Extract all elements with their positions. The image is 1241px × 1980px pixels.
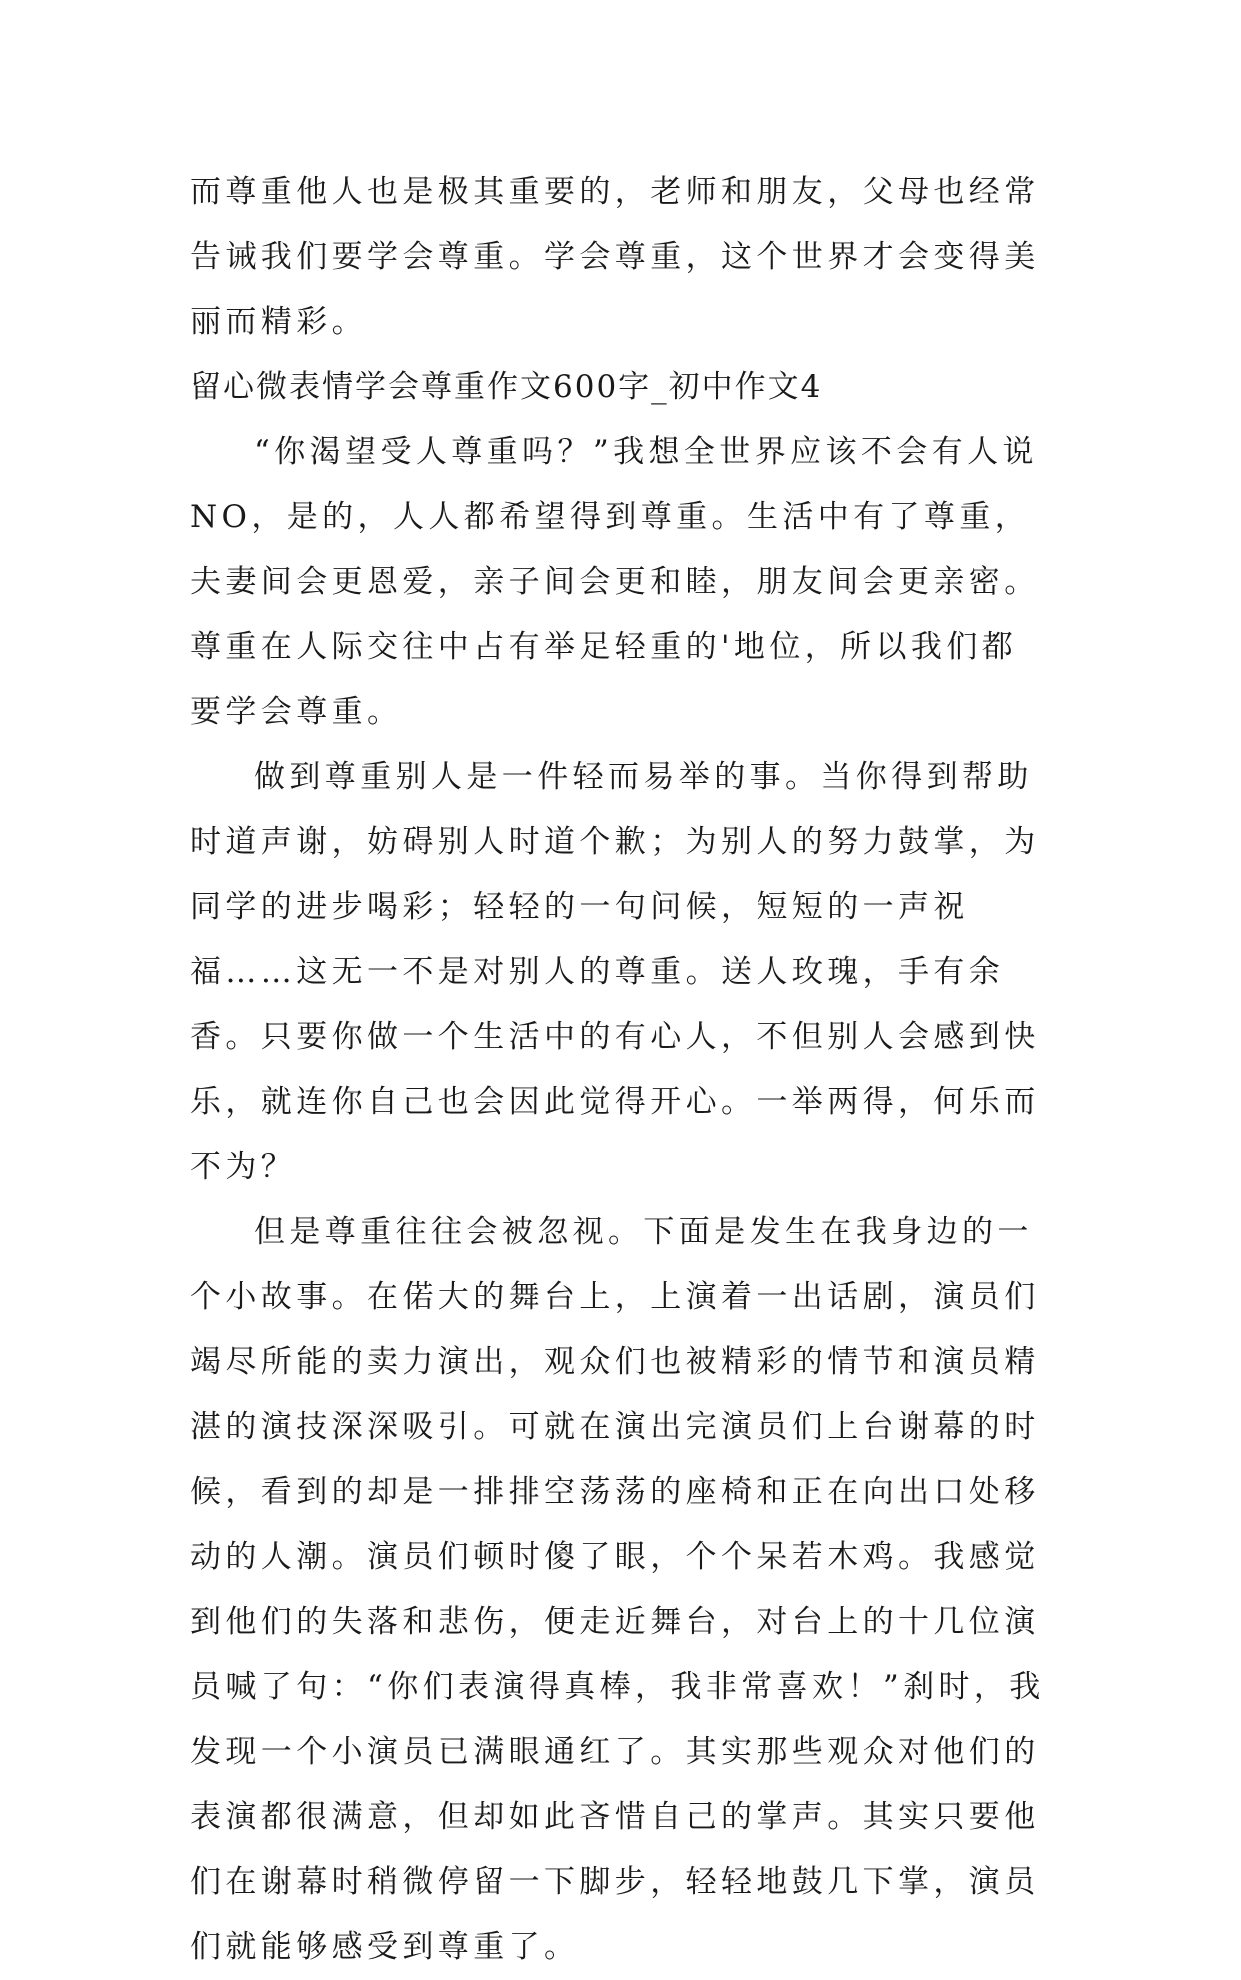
body-paragraph-1: “你渴望受人尊重吗？”我想全世界应该不会有人说NO，是的，人人都希望得到尊重。生活中有了尊重，夫妻间会更恩爱，亲子间会更和睦，朋友间会更亲密。尊重在人际交往中占有举足轻重的'地位，所以我们都要学会尊重。 xyxy=(190,434,1040,730)
intro-paragraph: 而尊重他人也是极其重要的，老师和朋友，父母也经常告诫我们要学会尊重。学会尊重，这个世界才会变得美丽而精彩。 xyxy=(190,174,1040,340)
document-body xyxy=(190,160,1050,1980)
essay-heading: 留心微表情学会尊重作文600字_初中作文4 xyxy=(190,369,823,405)
body-paragraph-2: 做到尊重别人是一件轻而易举的事。当你得到帮助时道声谢，妨碍别人时道个歉；为别人的努力鼓掌，为同学的进步喝彩；轻轻的一句问候，短短的一声祝福……这无一不是对别人的尊重。送人玫瑰，手有余香。只要你做一个生活中的有心人，不但别人会感到快乐，就连你自己也会因此觉得开心。一举两得，何乐而不为？ xyxy=(190,759,1040,1185)
body-paragraph-3: 但是尊重往往会被忽视。下面是发生在我身边的一个小故事。在偌大的舞台上，上演着一出话剧，演员们竭尽所能的卖力演出，观众们也被精彩的情节和演员精湛的演技深深吸引。可就在演出完演员们上台谢幕的时候，看到的却是一排排空荡荡的座椅和正在向出口处移动的人潮。演员们顿时傻了眼，个个呆若木鸡。我感觉到他们的失落和悲伤，便走近舞台，对台上的十几位演员喊了句：“你们表演得真棒，我非常喜欢！”刹时，我发现一个小演员已满眼通红了。其实那些观众对他们的表演都很满意，但却如此吝惜自己的掌声。其实只要他们在谢幕时稍微停留一下脚步，轻轻地鼓几下掌，演员们就能够感受到尊重了。 xyxy=(190,1214,1045,1965)
